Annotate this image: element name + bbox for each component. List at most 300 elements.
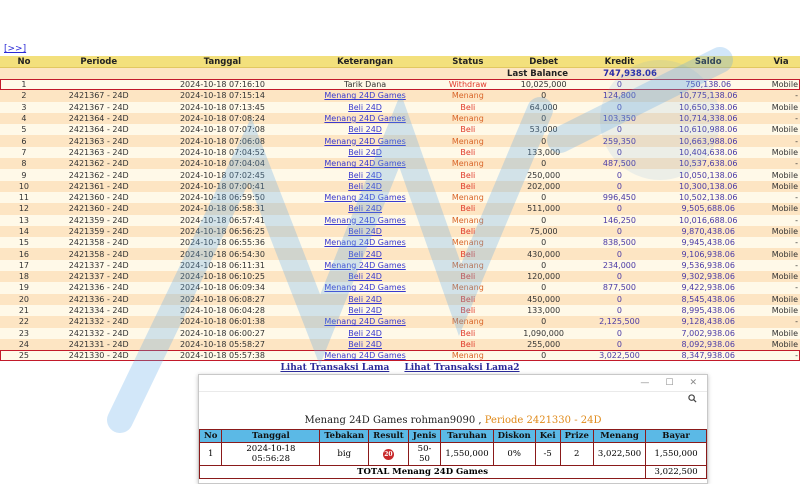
- cell-status: Menang: [451, 136, 484, 146]
- cell-no: 15: [18, 238, 30, 248]
- cell-kredit: 838,500: [602, 238, 636, 248]
- cell-periode: 2421362 - 24D: [68, 159, 129, 169]
- table-row: [0, 226, 800, 237]
- td-menang: 3,022,500: [593, 443, 645, 466]
- cell-status: Menang: [451, 215, 484, 225]
- col-via: Via: [773, 56, 789, 67]
- cell-status: Menang: [451, 238, 484, 248]
- cell-debet: 64,000: [529, 102, 558, 112]
- cell-status: Beli: [460, 306, 476, 316]
- th-tanggal: Tanggal: [222, 430, 320, 443]
- table-row: [0, 169, 800, 180]
- td-jenis: 50-50: [408, 443, 441, 466]
- cell-status: Beli: [460, 170, 476, 180]
- cell-via: Mobile: [771, 80, 798, 90]
- cell-tanggal: 2024-10-18 07:13:45: [179, 102, 265, 112]
- cell-saldo: 10,300,138.06: [678, 181, 738, 191]
- cell-status: Menang: [451, 91, 484, 101]
- cell-kredit: 0: [616, 147, 622, 157]
- cell-no: 6: [21, 136, 27, 146]
- cell-saldo: 8,545,438.06: [681, 294, 735, 304]
- th-jenis: Jenis: [408, 430, 441, 443]
- cell-kredit: 2,125,500: [599, 317, 640, 327]
- cell-status: Menang: [451, 317, 484, 327]
- cell-via: -: [795, 159, 798, 169]
- col-saldo: Saldo: [694, 56, 722, 67]
- cell-via: Mobile: [771, 328, 798, 338]
- table-row: [0, 339, 800, 350]
- cell-keterangan[interactable]: Menang 24D Games: [324, 114, 406, 124]
- th-diskon: Diskon: [493, 430, 535, 443]
- cell-saldo: 10,663,988.06: [678, 136, 738, 146]
- cell-tanggal: 2024-10-18 07:08:24: [179, 114, 265, 124]
- th-tebakan: Tebakan: [320, 430, 369, 443]
- table-row: [0, 316, 800, 327]
- cell-keterangan[interactable]: Menang 24D Games: [324, 283, 406, 293]
- cell-no: 5: [21, 125, 27, 135]
- cell-tanggal: 2024-10-18 07:16:10: [179, 80, 265, 90]
- table-row: [0, 158, 800, 169]
- cell-kredit: 3,022,500: [599, 351, 640, 361]
- cell-periode: 2421336 - 24D: [68, 294, 129, 304]
- cell-kredit: 259,350: [602, 136, 636, 146]
- cell-no: 24: [18, 339, 30, 349]
- cell-kredit: 487,500: [602, 159, 636, 169]
- th-no: No: [200, 430, 222, 443]
- cell-debet: 53,000: [529, 125, 558, 135]
- cell-debet: 120,000: [527, 272, 561, 282]
- cell-via: Mobile: [771, 227, 798, 236]
- col-debet: Debet: [529, 56, 558, 67]
- cell-tanggal: 2024-10-18 06:59:50: [179, 193, 265, 203]
- cell-debet: 75,000: [529, 227, 558, 236]
- cell-kredit: 0: [616, 181, 622, 191]
- last-balance-label: Last Balance: [507, 68, 568, 79]
- cell-saldo: 10,016,688.06: [678, 215, 738, 225]
- cell-via: -: [795, 317, 798, 327]
- table-row: [0, 248, 800, 259]
- cell-via: Mobile: [771, 272, 798, 282]
- cell-status: Beli: [460, 249, 476, 259]
- cell-periode: 2421337 - 24D: [68, 260, 129, 270]
- cell-kredit: 0: [616, 80, 622, 90]
- cell-no: 18: [18, 272, 30, 282]
- cell-debet: 202,000: [527, 181, 561, 191]
- cell-keterangan[interactable]: Menang 24D Games: [324, 159, 406, 169]
- cell-debet: 255,000: [527, 339, 561, 349]
- cell-saldo: 9,505,688.06: [681, 204, 735, 214]
- cell-periode: 2421359 - 24D: [68, 227, 129, 236]
- cell-saldo: 9,536,938.06: [681, 260, 735, 270]
- cell-periode: 2421363 - 24D: [68, 136, 129, 146]
- popup-window: [198, 374, 708, 484]
- table-row: [0, 90, 800, 101]
- cell-periode: 2421332 - 24D: [68, 317, 129, 327]
- cell-status: Beli: [460, 339, 476, 349]
- table-row: [0, 294, 800, 305]
- cell-status: Menang: [451, 159, 484, 169]
- cell-keterangan[interactable]: Menang 24D Games: [324, 91, 406, 101]
- popup-titlebar: [199, 375, 707, 391]
- popup-toolbar: [199, 391, 707, 408]
- cell-no: 4: [21, 114, 27, 124]
- cell-periode: 2421367 - 24D: [68, 91, 129, 101]
- table-row: [0, 350, 800, 361]
- total-value: 3,022,500: [646, 466, 707, 479]
- cell-periode: 2421364 - 24D: [68, 114, 129, 124]
- td-prize: 2: [560, 443, 593, 466]
- cell-debet: 0: [541, 159, 547, 169]
- cell-via: Mobile: [771, 102, 798, 112]
- cell-debet: 133,000: [527, 306, 561, 316]
- cell-saldo: 8,995,438.06: [681, 306, 735, 316]
- cell-no: 16: [18, 249, 30, 259]
- lihat-transaksi-lama-link[interactable]: Lihat Transaksi Lama: [280, 363, 390, 373]
- cell-via: -: [795, 283, 798, 293]
- cell-saldo: 7,002,938.06: [681, 328, 735, 338]
- cell-keterangan[interactable]: Beli 24D: [348, 170, 382, 180]
- cell-tanggal: 2024-10-18 06:10:25: [179, 272, 265, 282]
- cell-kredit: 0: [616, 170, 622, 180]
- popup-title: [199, 415, 707, 426]
- cell-via: -: [795, 238, 798, 248]
- cell-saldo: 10,537,638.06: [678, 159, 738, 169]
- cell-no: 12: [18, 204, 30, 214]
- table-row: [0, 282, 800, 293]
- cell-periode: 2421359 - 24D: [68, 215, 129, 225]
- cell-no: 10: [18, 181, 30, 191]
- cell-debet: 250,000: [527, 170, 561, 180]
- cell-via: -: [795, 215, 798, 225]
- cell-saldo: 10,404,638.06: [678, 147, 738, 157]
- cell-saldo: 9,302,938.06: [681, 272, 735, 282]
- nav-next-link[interactable]: [>>]: [4, 44, 27, 54]
- cell-tanggal: 2024-10-18 06:57:41: [179, 215, 265, 225]
- td-diskon: 0%: [493, 443, 535, 466]
- cell-keterangan[interactable]: Menang 24D Games: [324, 351, 406, 361]
- cell-periode: 2421331 - 24D: [68, 339, 129, 349]
- cell-tanggal: 2024-10-18 06:55:36: [179, 238, 265, 248]
- cell-keterangan[interactable]: Beli 24D: [348, 328, 382, 338]
- result-ball-icon: 20: [384, 450, 393, 458]
- cell-status: Beli: [460, 328, 476, 338]
- cell-kredit: 877,500: [602, 283, 636, 293]
- th-menang: Menang: [593, 430, 645, 443]
- cell-periode: 2421358 - 24D: [68, 238, 129, 248]
- cell-kredit: 0: [616, 249, 622, 259]
- th-bayar: Bayar: [646, 430, 707, 443]
- cell-tanggal: 2024-10-18 07:04:52: [179, 147, 265, 157]
- cell-tanggal: 2024-10-18 06:01:38: [179, 317, 265, 327]
- cell-tanggal: 2024-10-18 06:54:30: [179, 249, 265, 259]
- cell-status: Menang: [451, 351, 484, 361]
- zoom-icon[interactable]: [688, 394, 697, 406]
- cell-saldo: 8,347,938.06: [681, 351, 735, 361]
- th-kei: Kei: [535, 430, 560, 443]
- td-kei: -5: [535, 443, 560, 466]
- cell-via: -: [795, 114, 798, 124]
- cell-debet: 450,000: [527, 294, 561, 304]
- cell-kredit: 996,450: [602, 193, 636, 203]
- cell-via: Mobile: [771, 147, 798, 157]
- cell-keterangan[interactable]: Menang 24D Games: [324, 260, 406, 270]
- cell-no: 7: [21, 147, 27, 157]
- td-no: 1: [200, 443, 222, 466]
- col-status: Status: [452, 56, 484, 67]
- cell-keterangan[interactable]: Beli 24D: [348, 125, 382, 135]
- th-taruhan: Taruhan: [441, 430, 493, 443]
- cell-debet: 0: [541, 317, 547, 327]
- cell-tanggal: 2024-10-18 05:58:27: [179, 339, 265, 349]
- cell-status: Beli: [460, 147, 476, 157]
- cell-periode: 2421362 - 24D: [68, 170, 129, 180]
- td-tanggal: 2024-10-18 05:56:28: [222, 443, 320, 466]
- cell-kredit: 0: [616, 227, 622, 236]
- table-row: [0, 328, 800, 339]
- cell-keterangan[interactable]: Beli 24D: [348, 181, 382, 191]
- total-label: TOTAL Menang 24D Games: [200, 466, 646, 479]
- bottom-links: [0, 363, 800, 373]
- cell-keterangan[interactable]: Beli 24D: [348, 249, 382, 259]
- cell-keterangan[interactable]: Beli 24D: [348, 272, 382, 282]
- cell-keterangan[interactable]: Menang 24D Games: [324, 215, 406, 225]
- cell-keterangan[interactable]: Beli 24D: [348, 339, 382, 349]
- cell-kredit: 0: [616, 328, 622, 338]
- cell-periode: 2421358 - 24D: [68, 249, 129, 259]
- cell-no: 2: [21, 91, 27, 101]
- cell-saldo: 9,870,438.06: [681, 227, 735, 236]
- cell-no: 21: [18, 306, 30, 316]
- cell-status: Beli: [460, 102, 476, 112]
- col-tanggal: Tanggal: [203, 56, 242, 67]
- cell-tanggal: 2024-10-18 06:00:27: [179, 328, 265, 338]
- maximize-icon[interactable]: ☐: [665, 378, 674, 388]
- cell-no: 14: [18, 227, 30, 236]
- cell-kredit: 234,000: [602, 260, 636, 270]
- cell-via: Mobile: [771, 170, 798, 180]
- cell-kredit: 103,350: [602, 114, 636, 124]
- cell-periode: 2421361 - 24D: [68, 181, 129, 191]
- cell-status: Beli: [460, 125, 476, 135]
- cell-keterangan[interactable]: Beli 24D: [348, 306, 382, 316]
- table-row: [0, 192, 800, 203]
- cell-kredit: 146,250: [602, 215, 636, 225]
- cell-status: Beli: [460, 181, 476, 191]
- cell-status: Menang: [451, 193, 484, 203]
- cell-kredit: 0: [616, 102, 622, 112]
- cell-saldo: 10,502,138.06: [678, 193, 738, 203]
- last-balance-value: 747,938.06: [603, 68, 657, 79]
- cell-keterangan[interactable]: Beli 24D: [348, 102, 382, 112]
- cell-saldo: 750,138.06: [685, 80, 732, 90]
- cell-keterangan[interactable]: Beli 24D: [348, 147, 382, 157]
- cell-periode: 2421363 - 24D: [68, 147, 129, 157]
- cell-via: -: [795, 136, 798, 146]
- cell-saldo: 10,610,988.06: [678, 125, 738, 135]
- table-row: [0, 113, 800, 124]
- cell-tanggal: 2024-10-18 06:11:31: [179, 260, 265, 270]
- cell-tanggal: 2024-10-18 07:02:45: [179, 170, 265, 180]
- table-row: [0, 215, 800, 226]
- td-tebakan: big: [320, 443, 369, 466]
- th-prize: Prize: [560, 430, 593, 443]
- cell-keterangan[interactable]: Beli 24D: [348, 227, 382, 236]
- th-result: Result: [369, 430, 409, 443]
- cell-no: 25: [18, 351, 30, 361]
- bet-detail-table: [199, 429, 707, 479]
- cell-tanggal: 2024-10-18 07:15:14: [179, 91, 265, 101]
- cell-saldo: 10,050,138.06: [678, 170, 738, 180]
- cell-debet: 0: [541, 215, 547, 225]
- cell-periode: 2421360 - 24D: [68, 204, 129, 214]
- last-balance-row: [0, 68, 800, 79]
- cell-no: 13: [18, 215, 30, 225]
- cell-tanggal: 2024-10-18 07:07:08: [179, 125, 265, 135]
- cell-keterangan[interactable]: Menang 24D Games: [324, 193, 406, 203]
- col-periode: Periode: [80, 56, 118, 67]
- cell-keterangan[interactable]: Menang 24D Games: [324, 317, 406, 327]
- cell-tanggal: 2024-10-18 07:06:08: [179, 136, 265, 146]
- cell-no: 9: [21, 170, 27, 180]
- cell-debet: 0: [541, 91, 547, 101]
- cell-no: 23: [18, 328, 30, 338]
- cell-via: -: [795, 91, 798, 101]
- cell-status: Withdraw: [448, 80, 487, 90]
- cell-keterangan[interactable]: Menang 24D Games: [324, 136, 406, 146]
- cell-no: 11: [18, 193, 30, 203]
- popup-title-periode: Periode 2421330 - 24D: [484, 415, 602, 426]
- bet-total-row: [200, 466, 707, 479]
- cell-debet: 10,025,000: [520, 80, 567, 90]
- cell-via: -: [795, 193, 798, 203]
- cell-status: Beli: [460, 294, 476, 304]
- cell-tanggal: 2024-10-18 07:04:04: [179, 159, 265, 169]
- cell-no: 20: [18, 294, 30, 304]
- cell-debet: 0: [541, 193, 547, 203]
- cell-kredit: 0: [616, 306, 622, 316]
- cell-periode: 2421332 - 24D: [68, 328, 129, 338]
- cell-tanggal: 2024-10-18 07:00:41: [179, 181, 265, 191]
- cell-saldo: 9,945,438.06: [681, 238, 735, 248]
- cell-status: Menang: [451, 283, 484, 293]
- cell-periode: 2421364 - 24D: [68, 125, 129, 135]
- cell-status: Menang: [451, 114, 484, 124]
- cell-via: -: [795, 351, 798, 361]
- cell-saldo: 10,714,338.06: [678, 114, 738, 124]
- cell-keterangan[interactable]: Beli 24D: [348, 294, 382, 304]
- table-row: [0, 147, 800, 158]
- td-taruhan: 1,550,000: [441, 443, 493, 466]
- cell-keterangan[interactable]: Menang 24D Games: [324, 238, 406, 248]
- cell-debet: 0: [541, 114, 547, 124]
- col-kredit: Kredit: [604, 56, 635, 67]
- cell-debet: 0: [541, 260, 547, 270]
- table-row: [0, 181, 800, 192]
- table-row: [0, 79, 800, 90]
- cell-tanggal: 2024-10-18 05:57:38: [179, 351, 265, 361]
- table-row: [0, 260, 800, 271]
- cell-tanggal: 2024-10-18 06:56:25: [179, 227, 265, 236]
- cell-saldo: 10,775,138.06: [678, 91, 738, 101]
- cell-via: Mobile: [771, 339, 798, 349]
- cell-periode: 2421367 - 24D: [68, 102, 129, 112]
- cell-saldo: 9,106,938.06: [681, 249, 735, 259]
- cell-periode: 2421330 - 24D: [68, 351, 129, 361]
- cell-kredit: 0: [616, 125, 622, 135]
- cell-saldo: 8,092,938.06: [681, 339, 735, 349]
- cell-via: Mobile: [771, 306, 798, 316]
- cell-no: 22: [18, 317, 30, 327]
- lihat-transaksi-lama2-link[interactable]: Lihat Transaksi Lama2: [404, 363, 520, 373]
- cell-kredit: 0: [616, 294, 622, 304]
- cell-tanggal: 2024-10-18 06:08:27: [179, 294, 265, 304]
- cell-periode: 2421337 - 24D: [68, 272, 129, 282]
- cell-debet: 0: [541, 238, 547, 248]
- cell-via: -: [795, 260, 798, 270]
- cell-no: 1: [21, 80, 27, 90]
- bet-detail-row: [200, 443, 707, 466]
- transaction-table: [0, 56, 800, 361]
- cell-status: Beli: [460, 204, 476, 214]
- cell-status: Beli: [460, 272, 476, 282]
- table-row: [0, 271, 800, 282]
- table-row: [0, 305, 800, 316]
- cell-keterangan[interactable]: Beli 24D: [348, 204, 382, 214]
- cell-periode: 2421360 - 24D: [68, 193, 129, 203]
- cell-tanggal: 2024-10-18 06:09:34: [179, 283, 265, 293]
- cell-periode: 2421336 - 24D: [68, 283, 129, 293]
- cell-debet: 511,000: [527, 204, 561, 214]
- table-header: [0, 56, 800, 68]
- minimize-icon[interactable]: —: [640, 378, 650, 388]
- table-row: [0, 124, 800, 135]
- cell-tanggal: 2024-10-18 06:58:31: [179, 204, 265, 214]
- cell-debet: 0: [541, 351, 547, 361]
- cell-kredit: 0: [616, 204, 622, 214]
- cell-keterangan: Tarik Dana: [344, 80, 387, 90]
- cell-saldo: 10,650,338.06: [678, 102, 738, 112]
- td-bayar: 1,550,000: [646, 443, 707, 466]
- table-row: [0, 203, 800, 214]
- cell-debet: 430,000: [527, 249, 561, 259]
- cell-status: Menang: [451, 260, 484, 270]
- cell-debet: 133,000: [527, 147, 561, 157]
- col-keterangan: Keterangan: [337, 56, 394, 67]
- cell-saldo: 9,128,438.06: [681, 317, 735, 327]
- cell-via: Mobile: [771, 181, 798, 191]
- cell-no: 8: [21, 159, 27, 169]
- cell-no: 3: [21, 102, 27, 112]
- cell-periode: 2421334 - 24D: [68, 306, 129, 316]
- cell-status: Beli: [460, 227, 476, 236]
- cell-no: 19: [18, 283, 30, 293]
- bet-detail-header: [200, 430, 707, 443]
- cell-saldo: 9,422,938.06: [681, 283, 735, 293]
- cell-no: 17: [18, 260, 30, 270]
- cell-debet: 1,090,000: [523, 328, 564, 338]
- col-no: No: [17, 56, 31, 67]
- cell-via: Mobile: [771, 249, 798, 259]
- cell-via: Mobile: [771, 204, 798, 214]
- table-row: [0, 237, 800, 248]
- cell-kredit: 124,800: [602, 91, 636, 101]
- close-icon[interactable]: ✕: [689, 378, 697, 388]
- table-row: [0, 102, 800, 113]
- cell-debet: 0: [541, 136, 547, 146]
- cell-kredit: 0: [616, 272, 622, 282]
- cell-debet: 0: [541, 283, 547, 293]
- cell-tanggal: 2024-10-18 06:04:28: [179, 306, 265, 316]
